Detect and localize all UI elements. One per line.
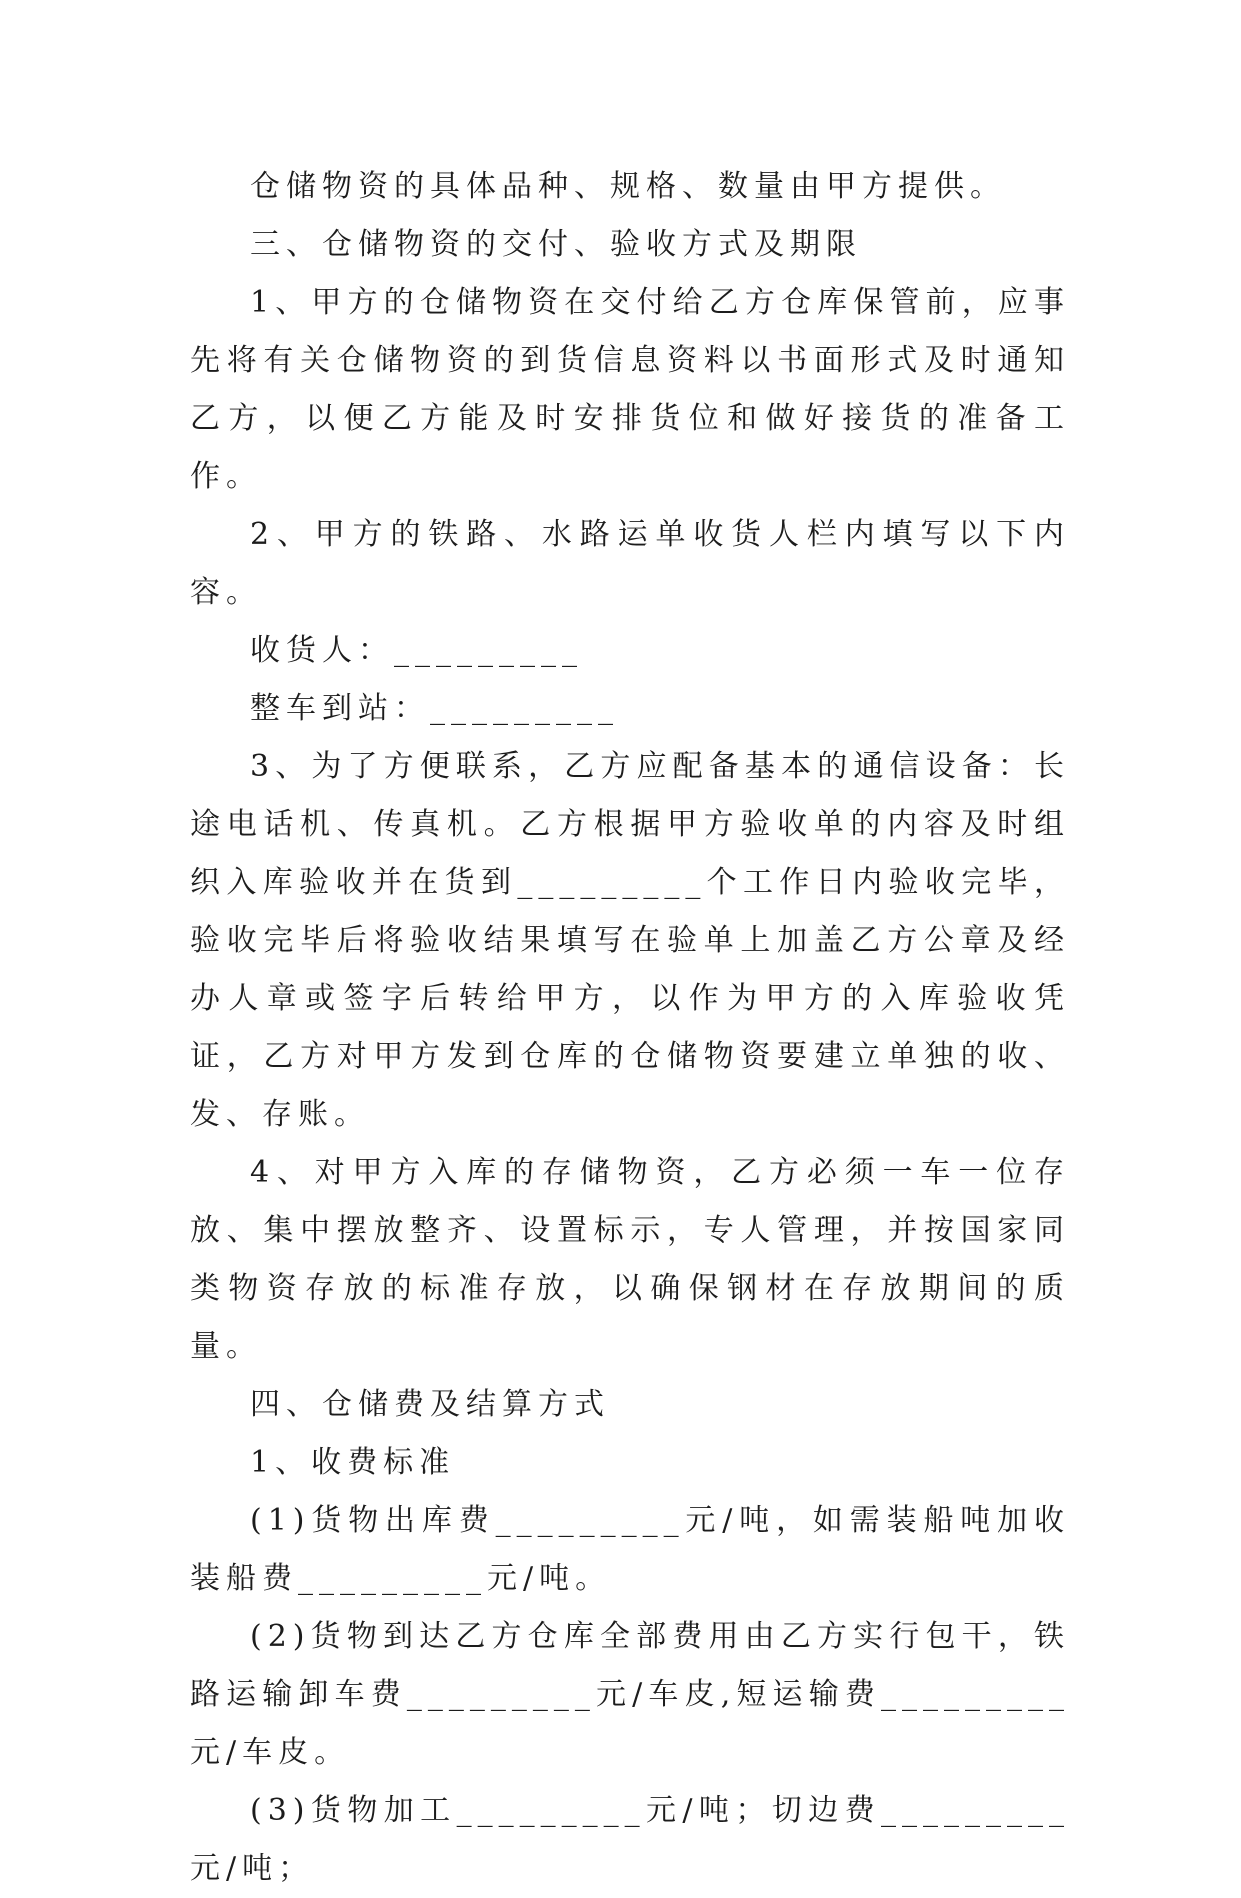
fee-item-2: (2)货物到达乙方仓库全部费用由乙方实行包干，铁路运输卸车费_________元/车皮,短运输费_________元/车皮。 <box>190 1619 1070 1770</box>
field-consignee: 收货人：_________ <box>250 633 583 668</box>
paragraph-goods-spec: 仓储物资的具体品种、规格、数量由甲方提供。 <box>250 169 1006 204</box>
section-heading-delivery: 三、仓储物资的交付、验收方式及期限 <box>250 227 862 262</box>
document-body <box>190 158 1070 1898</box>
paragraph-waybill: 2、甲方的铁路、水路运单收货人栏内填写以下内容。 <box>190 517 1070 610</box>
fee-item-1: (1)货物出库费_________元/吨，如需装船吨加收装船费_________元/吨。 <box>190 1503 1070 1596</box>
fee-item-3: (3)货物加工_________元/吨；切边费_________元/吨； <box>190 1793 1070 1886</box>
section-heading-fees: 四、仓储费及结算方式 <box>250 1387 610 1422</box>
paragraph-delivery-notice: 1、甲方的仓储物资在交付给乙方仓库保管前，应事先将有关仓储物资的到货信息资料以书面形式及时通知乙方，以便乙方能及时安排货位和做好接货的准备工作。 <box>190 285 1070 494</box>
paragraph-inspection: 3、为了方便联系，乙方应配备基本的通信设备：长途电话机、传真机。乙方根据甲方验收单的内容及时组织入库验收并在货到_________个工作日内验收完毕，验收完毕后将验收结果填写在验单上加盖乙方公章及经办人章或签字后转给甲方，以作为甲方的入库验收凭证，乙方对甲方发到仓库的仓储物资要建立单独的收、发、存账。 <box>190 749 1070 1132</box>
field-arrival-station: 整车到站：_________ <box>250 691 619 726</box>
paragraph-storage-rules: 4、对甲方入库的存储物资，乙方必须一车一位存放、集中摆放整齐、设置标示，专人管理，并按国家同类物资存放的标准存放，以确保钢材在存放期间的质量。 <box>190 1155 1070 1364</box>
subheading-fee-standard: 1、收费标准 <box>250 1445 456 1480</box>
